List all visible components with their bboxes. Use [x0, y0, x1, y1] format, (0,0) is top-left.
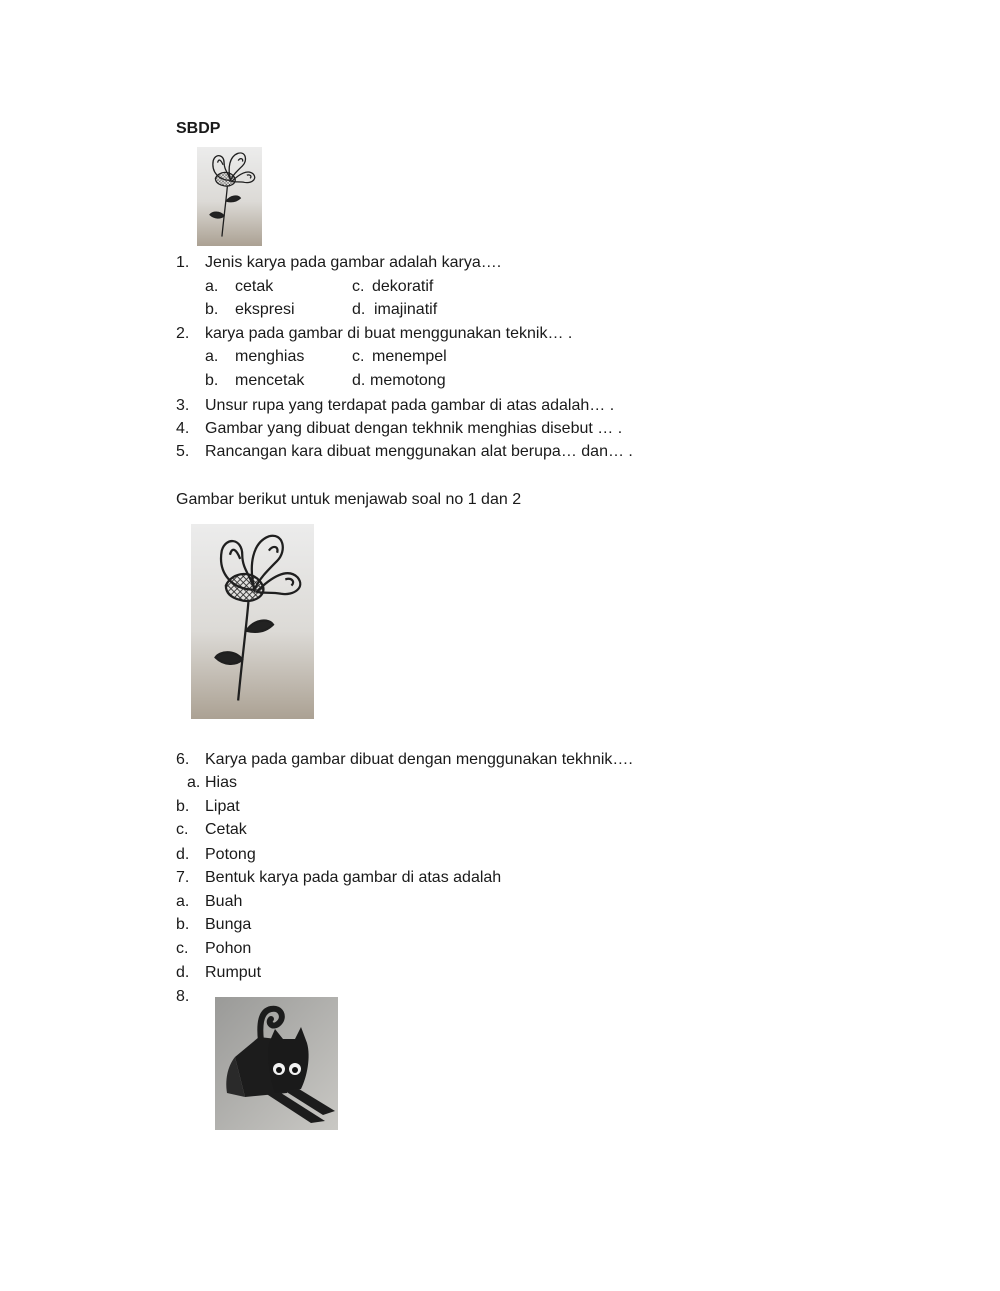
- q7-option-d-text: Rumput: [205, 964, 262, 981]
- q2-option-a-text: menghias: [235, 348, 305, 365]
- q1-option-b-letter: b.: [205, 301, 219, 318]
- q7-option-a-text: Buah: [205, 893, 243, 910]
- q2-option-d-text: memotong: [370, 372, 446, 389]
- question-2-number: 2.: [176, 325, 190, 342]
- q6-option-a-letter: a.: [187, 774, 201, 791]
- flower-drawing-icon: [191, 524, 314, 719]
- q1-option-c-letter: c.: [352, 278, 365, 295]
- q7-option-a-letter: a.: [176, 893, 190, 910]
- question-3-number: 3.: [176, 397, 190, 414]
- q6-option-a-text: Hias: [205, 774, 238, 791]
- question-1-text: Jenis karya pada gambar adalah karya….: [205, 254, 502, 271]
- flower-image-large: [191, 524, 314, 719]
- q7-option-d-letter: d.: [176, 964, 190, 981]
- q2-option-b-text: mencetak: [235, 372, 305, 389]
- q6-option-b-letter: b.: [176, 798, 190, 815]
- question-3-text: Unsur rupa yang terdapat pada gambar di atas adalah… .: [205, 397, 615, 414]
- question-2-text: karya pada gambar di buat menggunakan teknik… .: [205, 325, 573, 342]
- q2-option-c-letter: c.: [352, 348, 365, 365]
- q2-option-d-letter: d.: [352, 372, 366, 389]
- q1-option-c-text: dekoratif: [372, 278, 434, 295]
- q7-option-b-text: Bunga: [205, 916, 252, 933]
- q6-option-c-letter: c.: [176, 821, 189, 838]
- question-7-text: Bentuk karya pada gambar di atas adalah: [205, 869, 502, 886]
- question-7-number: 7.: [176, 869, 190, 886]
- q2-option-c-text: menempel: [372, 348, 447, 365]
- q6-option-c-text: Cetak: [205, 821, 247, 838]
- question-1-number: 1.: [176, 254, 190, 271]
- question-4-text: Gambar yang dibuat dengan tekhnik menghias disebut … .: [205, 420, 623, 437]
- q1-option-a-letter: a.: [205, 278, 219, 295]
- q7-option-b-letter: b.: [176, 916, 190, 933]
- question-4-number: 4.: [176, 420, 190, 437]
- page-title: SBDP: [176, 120, 221, 137]
- question-5-number: 5.: [176, 443, 190, 460]
- q6-option-d-text: Potong: [205, 846, 256, 863]
- q1-option-d-text: imajinatif: [374, 301, 438, 318]
- question-8-number: 8.: [176, 988, 190, 1005]
- q7-option-c-text: Pohon: [205, 940, 252, 957]
- q2-option-a-letter: a.: [205, 348, 219, 365]
- q2-option-b-letter: b.: [205, 372, 219, 389]
- q7-option-c-letter: c.: [176, 940, 189, 957]
- question-6-number: 6.: [176, 751, 190, 768]
- flower-drawing-icon: [197, 147, 262, 246]
- q6-option-d-letter: d.: [176, 846, 190, 863]
- question-5-text: Rancangan kara dibuat menggunakan alat berupa… dan… .: [205, 443, 633, 460]
- q6-option-b-text: Lipat: [205, 798, 240, 815]
- question-6-text: Karya pada gambar dibuat dengan menggunakan tekhnik….: [205, 751, 633, 768]
- paper-cat-craft-icon: [215, 997, 338, 1130]
- q1-option-a-text: cetak: [235, 278, 274, 295]
- q1-option-b-text: ekspresi: [235, 301, 295, 318]
- paper-cat-image: [215, 997, 338, 1130]
- section-intro: Gambar berikut untuk menjawab soal no 1 dan 2: [176, 491, 522, 508]
- flower-image-small: [197, 147, 262, 246]
- q1-option-d-letter: d.: [352, 301, 366, 318]
